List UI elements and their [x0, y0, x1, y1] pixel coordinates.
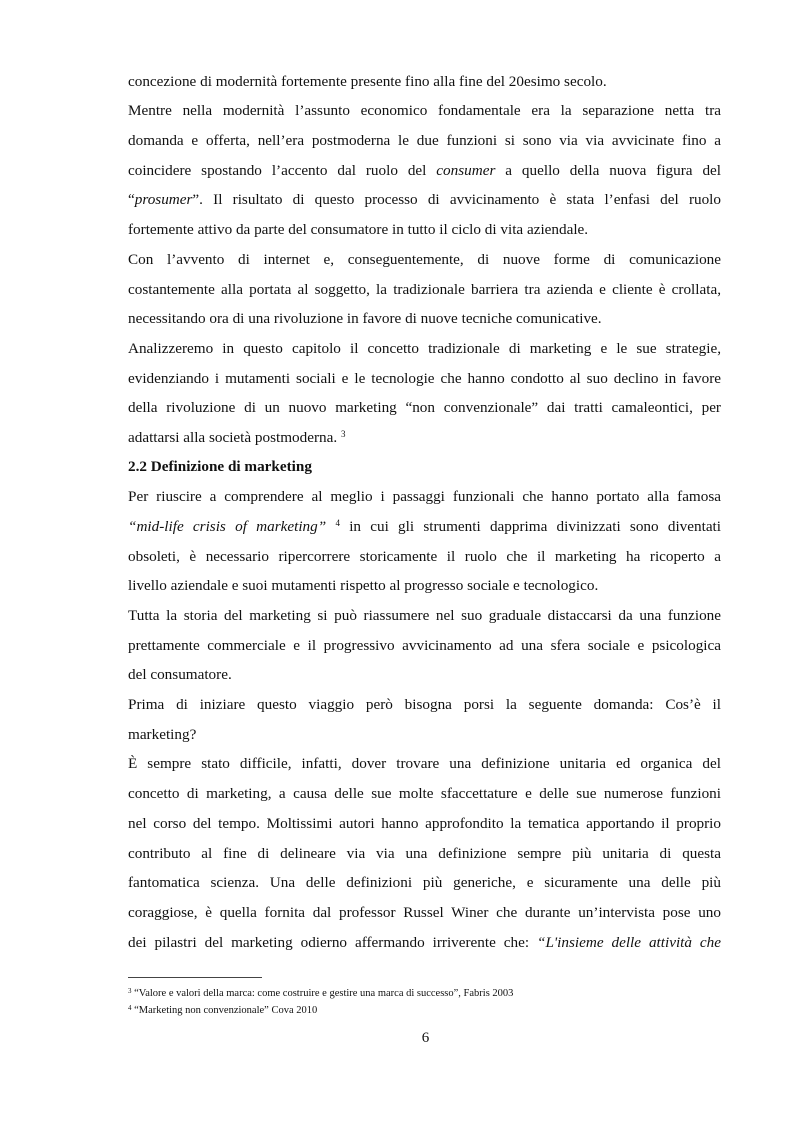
text-line	[128, 517, 721, 537]
text-span: Tutta la storia del marketing si può riassumere nel suo graduale distaccarsi da una funzione	[128, 607, 721, 624]
text-span: concetto di marketing, a causa delle sue molte sfaccettature e delle sue numerose funzioni	[128, 785, 721, 802]
text-span: Mentre nella modernità l’assunto economico fondamentale era la separazione netta tra	[128, 102, 721, 119]
text-line	[128, 933, 721, 953]
text-span: obsoleti, è necessario ripercorrere storicamente il ruolo che il marketing ha ricoperto a	[128, 548, 721, 565]
text-line	[128, 220, 588, 240]
footnote-4	[128, 1004, 317, 1018]
text-span: ”. Il risultato di questo processo di avvicinamento è stata l’enfasi del ruolo	[192, 191, 721, 208]
heading-text: 2.2 Definizione di marketing	[128, 458, 312, 475]
text-line	[128, 161, 721, 181]
text-span: prettamente commerciale e il progressivo avvicinamento ad una sfera sociale e psicologica	[128, 637, 721, 654]
text-span: del consumatore.	[128, 666, 232, 683]
text-line	[128, 339, 721, 359]
text-span: Con l’avvento di internet e, conseguentemente, di nuove forme di comunicazione	[128, 251, 721, 268]
italic-term: prosumer	[134, 191, 193, 208]
text-line	[128, 814, 721, 834]
text-line	[128, 250, 721, 270]
text-span: nel corso del tempo. Moltissimi autori hanno approfondito la tematica apportando il proprio	[128, 815, 721, 832]
text-line	[128, 665, 232, 685]
page-number: 6	[421, 1030, 430, 1046]
text-span: fortemente attivo da parte del consumatore in tutto il ciclo di vita aziendale.	[128, 221, 589, 238]
text-line	[128, 636, 721, 656]
text-span: evidenziando i mutamenti sociali e le tecnologie che hanno condotto al suo declino in favore	[128, 370, 721, 387]
text-span: dei pilastri del marketing odierno affermando irriverente che:	[128, 934, 538, 951]
text-span: a quello della nuova figura del	[495, 162, 721, 179]
text-span: “	[128, 191, 135, 208]
section-heading	[128, 457, 312, 477]
footnote-number: 4	[128, 1004, 132, 1012]
text-span: della rivoluzione di un nuovo marketing “non convenzionale” dai tratti camaleontici, per	[128, 399, 721, 416]
footnote-separator	[128, 977, 262, 978]
text-span: contributo al fine di delineare via via una definizione sempre più unitaria di questa	[128, 845, 721, 862]
footnote-marker: 3	[340, 429, 346, 439]
text-line	[128, 190, 721, 210]
footnote-3	[128, 987, 513, 1001]
text-span: livello aziendale e suoi mutamenti rispetto al progresso sociale e tecnologico.	[128, 577, 599, 594]
text-span: concezione di modernità fortemente presente fino alla fine del 20esimo secolo.	[128, 73, 607, 90]
text-line	[128, 873, 721, 893]
text-line	[128, 903, 721, 923]
text-line	[128, 754, 721, 774]
text-span: Per riuscire a comprendere al meglio i passaggi funzionali che hanno portato alla famosa	[128, 488, 721, 505]
text-span: Analizzeremo in questo capitolo il concetto tradizionale di marketing e le sue strategie,	[128, 340, 721, 357]
text-line	[128, 398, 721, 418]
footnote-text: “Marketing non convenzionale” Cova 2010	[131, 1005, 318, 1016]
italic-quote: “mid-life crisis of marketing”	[128, 518, 327, 535]
text-line	[128, 725, 196, 745]
text-line	[128, 784, 721, 804]
text-span: coraggiose, è quella fornita dal professor Russel Winer che durante un’intervista pose uno	[128, 904, 721, 921]
text-line	[128, 487, 721, 507]
italic-quote: “L'insieme delle attività che	[537, 934, 721, 951]
text-line	[128, 606, 721, 626]
text-line	[128, 576, 598, 596]
italic-term: consumer	[436, 162, 496, 179]
text-span: in cui gli strumenti dapprima divinizzati sono diventati	[339, 518, 721, 535]
text-line	[128, 428, 345, 448]
text-line	[128, 280, 721, 300]
text-span: Prima di iniziare questo viaggio però bisogna porsi la seguente domanda: Cos’è il	[128, 696, 721, 713]
text-line	[128, 695, 721, 715]
text-span: adattarsi alla società postmoderna.	[128, 429, 338, 446]
footnote-marker: 4	[335, 518, 340, 528]
text-line	[128, 369, 721, 389]
text-line	[128, 844, 721, 864]
text-line	[128, 131, 721, 151]
text-span: È sempre stato difficile, infatti, dover trovare una definizione unitaria ed organica del	[128, 755, 721, 772]
text-span: domanda e offerta, nell’era postmoderna le due funzioni si sono via via avvicinate fino a	[128, 132, 721, 149]
text-span: fantomatica scienza. Una delle definizioni più generiche, e sicuramente una delle più	[128, 874, 721, 891]
footnote-text: “Valore e valori della marca: come costruire e gestire una marca di successo”, Fabris 2003	[131, 988, 514, 999]
text-line	[128, 72, 607, 92]
text-line	[128, 101, 721, 121]
footnote-number: 3	[128, 987, 132, 995]
text-span: coincidere spostando l’accento dal ruolo del	[128, 162, 437, 179]
text-line	[128, 309, 602, 329]
text-span: marketing?	[128, 726, 197, 743]
text-span: necessitando ora di una rivoluzione in favore di nuove tecniche comunicative.	[128, 310, 602, 327]
text-line	[128, 547, 721, 567]
text-span: costantemente alla portata al soggetto, la tradizionale barriera tra azienda e cliente è crollata,	[128, 281, 721, 298]
